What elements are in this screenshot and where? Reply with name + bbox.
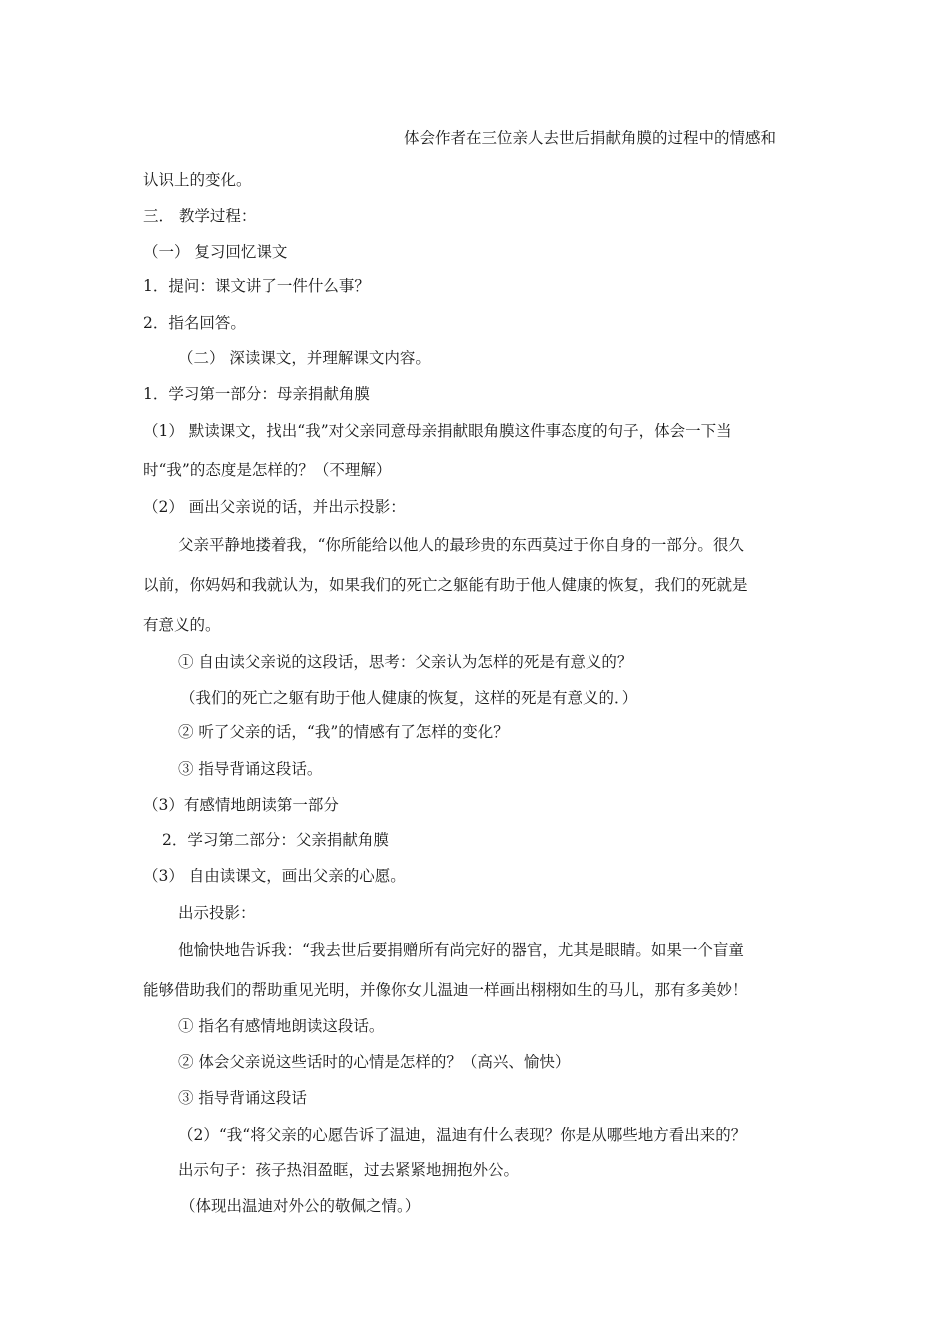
task-f-line: ③ 指导背诵这段话 [178, 1089, 307, 1107]
part-two-heading: 2．学习第二部分：父亲捐献角膜 [162, 831, 389, 849]
task-d-line: ① 指名有感情地朗读这段话。 [178, 1017, 385, 1035]
father-quote-line-1: 父亲平静地搂着我，“你所能给以他人的最珍贵的东西莫过于你自身的一部分。很久 [178, 536, 744, 554]
task-b-line: ② 听了父亲的话，“我”的情感有了怎样的变化？ [178, 723, 509, 741]
section-heading-teaching-process: 三． 教学过程： [143, 207, 257, 225]
part-one-heading: 1．学习第一部分：母亲捐献角膜 [143, 385, 370, 403]
subsection-heading-deep-reading: （二） 深读课文，并理解课文内容。 [178, 349, 431, 367]
show-projection-label: 出示投影： [178, 904, 256, 922]
father-wish-line-1: 他愉快地告诉我：“我去世后要捐赠所有尚完好的器官，尤其是眼睛。如果一个盲童 [178, 941, 744, 959]
show-sentence-line: 出示句子：孩子热泪盈眶，过去紧紧地拥抱外公。 [178, 1161, 520, 1179]
subsection-heading-review: （一） 复习回忆课文 [143, 243, 288, 261]
list-item-answer: 2．指名回答。 [143, 314, 246, 332]
step-2-wendy-question: （2）“我“将父亲的心愿告诉了温迪，温迪有什么表现？你是从哪些地方看出来的？ [178, 1126, 747, 1144]
list-item-question: 1．提问：课文讲了一件什么事？ [143, 277, 370, 295]
step-3-line: （3）有感情地朗读第一部分 [143, 796, 339, 814]
objective-line-1: 体会作者在三位亲人去世后捐献角膜的过程中的情感和 [404, 129, 777, 147]
father-quote-line-3: 有意义的。 [143, 616, 221, 634]
father-quote-line-2: 以前，你妈妈和我就认为，如果我们的死亡之躯能有助于他人健康的恢复，我们的死就是 [143, 576, 748, 594]
task-a-line: ① 自由读父亲说的这段话，思考：父亲认为怎样的死是有意义的？ [178, 653, 633, 671]
objective-line-2: 认识上的变化。 [143, 171, 252, 189]
task-a-answer: （我们的死亡之躯有助于他人健康的恢复，这样的死是有意义的．） [180, 689, 638, 707]
part-two-step-3: （3） 自由读课文，画出父亲的心愿。 [143, 867, 406, 885]
step-2-heading: （2） 画出父亲说的话，并出示投影： [143, 498, 406, 516]
wendy-admiration-line: （体现出温迪对外公的敬佩之情。） [180, 1197, 421, 1215]
task-e-line: ② 体会父亲说这些话时的心情是怎样的？（高兴、愉快） [178, 1053, 571, 1071]
step-1-line-1: （1） 默读课文，找出“我”对父亲同意母亲捐献眼角膜这件事态度的句子，体会一下当 [143, 422, 732, 440]
step-1-line-2: 时“我”的态度是怎样的？（不理解） [143, 461, 392, 479]
task-c-line: ③ 指导背诵这段话。 [178, 760, 323, 778]
father-wish-line-2: 能够借助我们的帮助重见光明，并像你女儿温迪一样画出栩栩如生的马儿，那有多美妙！ [143, 981, 748, 999]
